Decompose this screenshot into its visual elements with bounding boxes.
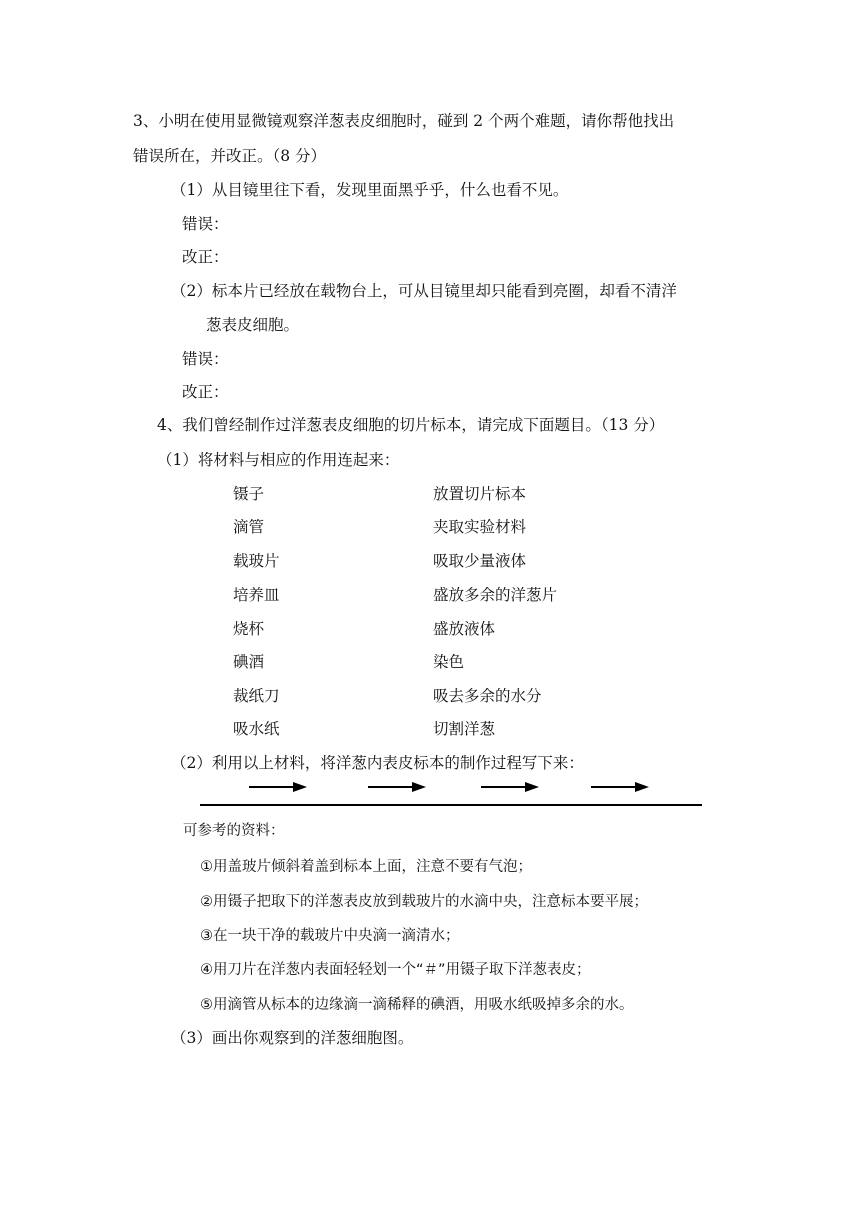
function-item: 盛放液体 — [433, 620, 496, 638]
material-item: 吸水纸 — [233, 720, 280, 738]
process-arrow-icon — [368, 781, 426, 793]
material-item: 裁纸刀 — [233, 687, 280, 705]
q4-part1-title: （1）将材料与相应的作用连起来： — [157, 451, 400, 469]
function-item: 放置切片标本 — [433, 485, 527, 503]
reference-item: ①用盖玻片倾斜着盖到标本上面，注意不要有气泡； — [200, 859, 532, 875]
material-item: 滴管 — [233, 518, 265, 536]
q4-stem: 4、我们曾经制作过洋葱表皮细胞的切片标本，请完成下面题目。（13 分） — [157, 416, 665, 434]
function-item: 夹取实验材料 — [433, 518, 527, 536]
function-item: 盛放多余的洋葱片 — [433, 586, 558, 604]
q3-part2-error-label: 错误： — [182, 350, 229, 368]
q3-part2-fix-label: 改正： — [182, 383, 229, 401]
q3-part1-error-label: 错误： — [182, 215, 229, 233]
reference-item: ④用刀片在洋葱内表面轻轻划一个“＃”用镊子取下洋葱表皮； — [200, 962, 591, 978]
material-item: 培养皿 — [233, 586, 280, 604]
function-item: 染色 — [433, 653, 465, 671]
function-item: 吸取少量液体 — [433, 552, 527, 570]
reference-item: ⑤用滴管从标本的边缘滴一滴稀释的碘酒，用吸水纸吸掉多余的水。 — [200, 997, 634, 1013]
reference-item: ③在一块干净的载玻片中央滴一滴清水； — [200, 928, 460, 944]
q4-part3-title: （3）画出你观察到的洋葱细胞图。 — [171, 1029, 414, 1047]
material-item: 载玻片 — [233, 552, 280, 570]
q3-part2-text-line2: 葱表皮细胞。 — [206, 316, 300, 334]
q3-stem-line1: 3、小明在使用显微镜观察洋葱表皮细胞时，碰到 2 个两个难题，请你帮他找出 — [133, 112, 675, 130]
reference-item: ②用镊子把取下的洋葱表皮放到载玻片的水滴中央，注意标本要平展； — [200, 894, 648, 910]
q3-stem-line2: 错误所在，并改正。（8 分） — [133, 147, 327, 165]
q4-part2-title: （2）利用以上材料，将洋葱内表皮标本的制作过程写下来： — [171, 754, 584, 772]
process-arrow-icon — [249, 781, 307, 793]
answer-line — [200, 804, 702, 806]
material-item: 镊子 — [233, 485, 265, 503]
material-item: 碘酒 — [233, 653, 265, 671]
q3-part2-text-line1: （2）标本片已经放在载物台上，可从目镜里却只能看到亮圈，却看不清洋 — [171, 282, 677, 300]
q3-part1-text: （1）从目镜里往下看，发现里面黑乎乎，什么也看不见。 — [171, 181, 569, 199]
q3-part1-fix-label: 改正： — [182, 248, 229, 266]
function-item: 切割洋葱 — [433, 720, 496, 738]
process-arrow-icon — [481, 781, 539, 793]
reference-title: 可参考的资料： — [183, 823, 285, 839]
process-arrow-icon — [591, 781, 649, 793]
material-item: 烧杯 — [233, 620, 265, 638]
function-item: 吸去多余的水分 — [433, 687, 542, 705]
